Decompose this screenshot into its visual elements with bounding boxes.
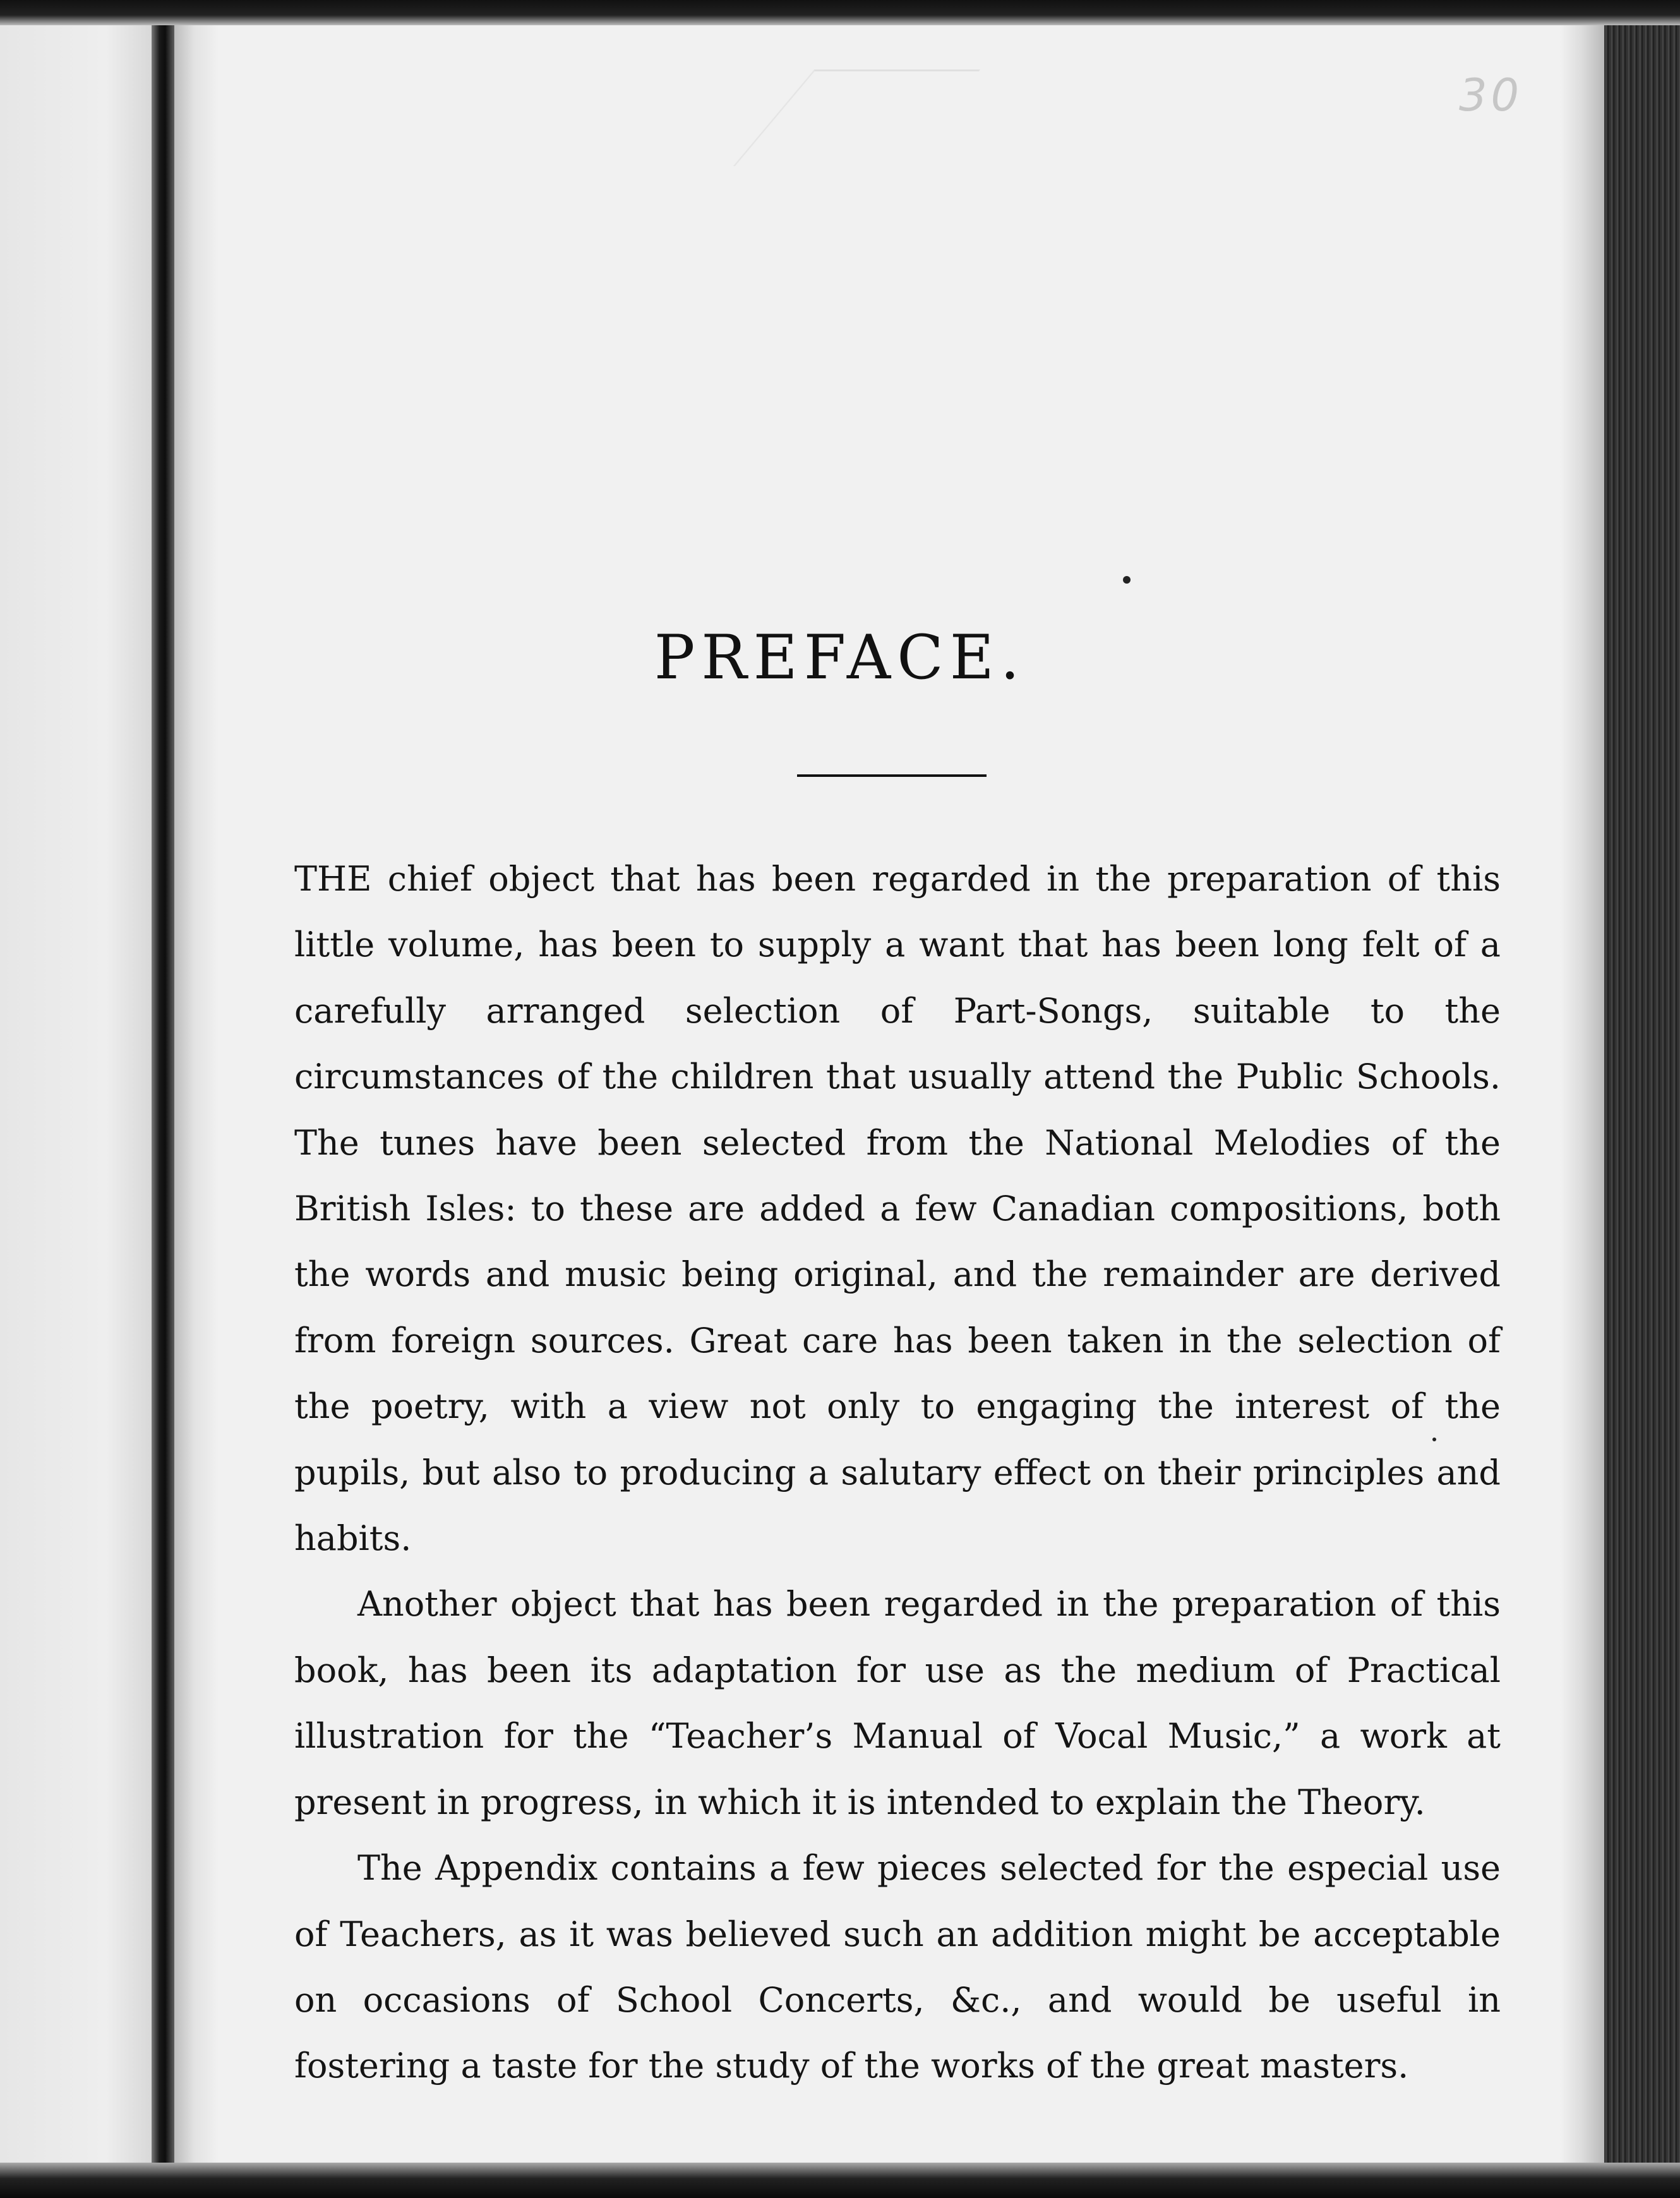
book-block-edge <box>1604 25 1680 2166</box>
scan-top-edge <box>0 0 1680 25</box>
preface-paragraph-1: THE chief object that has been regarded in the preparation of this little volume, has been to supply a want that has been long felt of a carefully arranged selection of Part-Songs, suitable to the circumstances of the children that usually attend the Public Schools. The tunes have been selected from the National Melodies of the British Isles: to these are added a few Canadian compositions, both the words and music being original, and the remainder are derived from foreign sources. Great care has been taken in the selection of the poetry, with a view not only to engaging the interest of the pupils, but also to producing a salutary effect on their principles and habits. <box>294 859 1501 1559</box>
facing-page <box>0 25 152 2166</box>
preface-body <box>294 846 1501 2099</box>
title-rule <box>797 774 987 777</box>
paper-crease <box>733 69 980 166</box>
gutter-shadow <box>174 25 219 2166</box>
book-gutter <box>152 25 174 2166</box>
scan-bottom-edge <box>0 2163 1680 2198</box>
ink-speck <box>1123 576 1131 584</box>
preface-paragraph-3: The Appendix contains a few pieces selected for the especial use of Teachers, as it was believed such an addition might be acceptable on occasions of School Concerts, &c., and would be useful in fostering a taste for the study of the works of the great masters. <box>294 1848 1501 2086</box>
page-edge-shadow <box>1560 25 1604 2166</box>
handwritten-page-number: 30 <box>1459 69 1523 121</box>
page-title: PREFACE. <box>654 622 1026 693</box>
preface-paragraph-2: Another object that has been regarded in the preparation of this book, has been its adaptation for use as the medium of Practical illustration for the “Teacher’s Manual of Vocal Music,” a work at present in progress, in which it is intended to explain the Theory. <box>294 1584 1501 1822</box>
